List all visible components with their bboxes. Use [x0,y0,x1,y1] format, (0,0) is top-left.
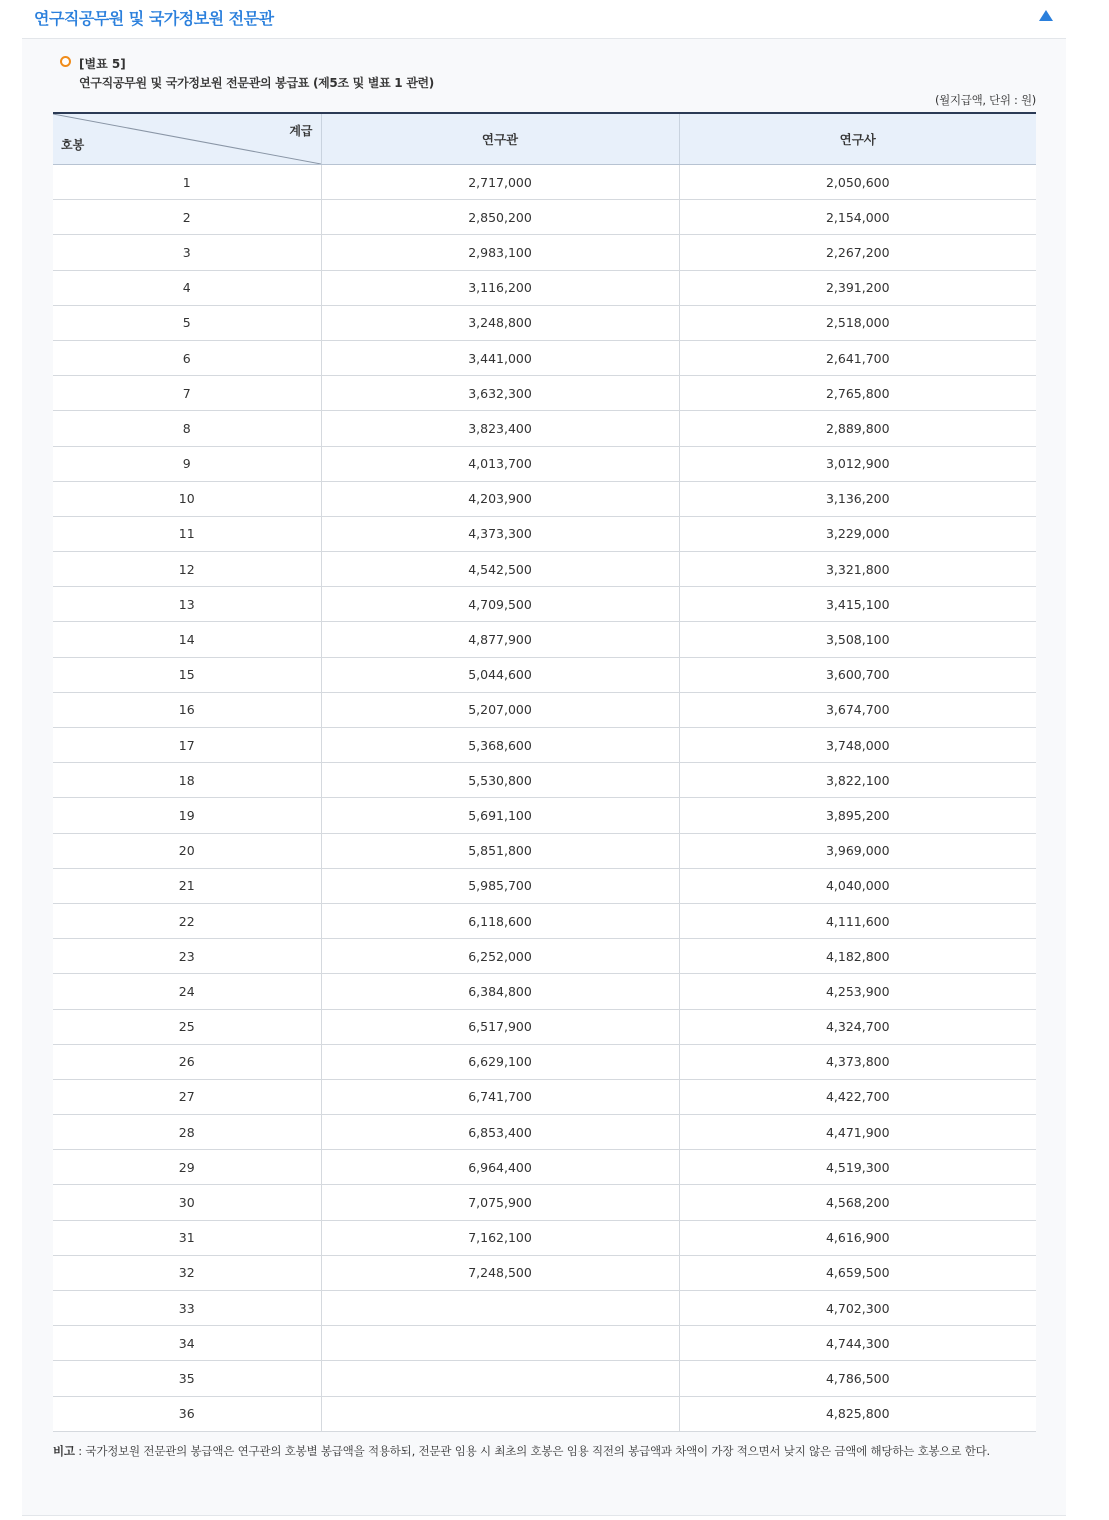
researcher-pay-cell: 2,889,800 [679,411,1036,446]
researcher-pay-cell: 2,765,800 [679,376,1036,411]
table-row [53,1185,1036,1220]
step-cell: 13 [53,587,321,622]
researcher-pay-cell: 4,111,600 [679,903,1036,938]
researcher-pay-cell: 3,508,100 [679,622,1036,657]
table-row [53,587,1036,622]
researcher-pay-cell: 3,969,000 [679,833,1036,868]
step-cell: 36 [53,1396,321,1431]
researcher-senior-pay-cell: 5,368,600 [321,728,679,763]
researcher-pay-cell: 3,748,000 [679,728,1036,763]
table-row [53,552,1036,587]
step-cell: 6 [53,340,321,375]
table-row [53,516,1036,551]
researcher-senior-pay-cell: 4,373,300 [321,516,679,551]
step-cell: 2 [53,200,321,235]
table-row [53,903,1036,938]
step-cell: 32 [53,1255,321,1290]
researcher-pay-cell: 4,182,800 [679,939,1036,974]
step-cell: 29 [53,1150,321,1185]
table-row [53,270,1036,305]
step-cell: 30 [53,1185,321,1220]
remark [53,1441,1038,1462]
researcher-senior-pay-cell: 2,983,100 [321,235,679,270]
researcher-senior-pay-cell: 3,823,400 [321,411,679,446]
researcher-senior-pay-cell: 5,691,100 [321,798,679,833]
researcher-pay-cell: 3,229,000 [679,516,1036,551]
researcher-pay-cell: 2,267,200 [679,235,1036,270]
researcher-senior-pay-cell: 6,741,700 [321,1079,679,1114]
step-cell: 17 [53,728,321,763]
step-cell: 14 [53,622,321,657]
researcher-pay-cell: 3,822,100 [679,763,1036,798]
diagonal-header-cell [53,113,321,165]
collapse-button[interactable] [1038,8,1054,24]
researcher-pay-cell: 4,471,900 [679,1115,1036,1150]
step-cell: 4 [53,270,321,305]
researcher-senior-pay-cell: 6,853,400 [321,1115,679,1150]
researcher-pay-cell: 4,744,300 [679,1326,1036,1361]
table-header-row [53,113,1036,165]
researcher-senior-pay-cell: 5,530,800 [321,763,679,798]
table-row [53,657,1036,692]
researcher-senior-pay-cell [321,1326,679,1361]
step-cell: 1 [53,165,321,200]
circle-bullet-icon [60,56,71,67]
table-row [53,1044,1036,1079]
researcher-pay-cell: 4,825,800 [679,1396,1036,1431]
table-row [53,481,1036,516]
table-row [53,165,1036,200]
researcher-senior-pay-cell: 6,629,100 [321,1044,679,1079]
researcher-senior-pay-cell: 7,248,500 [321,1255,679,1290]
section-header [22,0,1066,39]
table-row [53,1291,1036,1326]
researcher-pay-cell: 4,422,700 [679,1079,1036,1114]
header-researcher-senior: 연구관 [321,113,679,165]
step-cell: 12 [53,552,321,587]
researcher-pay-cell: 3,674,700 [679,692,1036,727]
table-row [53,1255,1036,1290]
table-row [53,446,1036,481]
table-caption: 연구직공무원 및 국가정보원 전문관의 봉급표 (제5조 및 별표 1 관련) [79,76,434,90]
step-cell: 16 [53,692,321,727]
researcher-pay-cell: 3,600,700 [679,657,1036,692]
table-row [53,200,1036,235]
step-cell: 27 [53,1079,321,1114]
table-row [53,728,1036,763]
researcher-senior-pay-cell: 3,441,000 [321,340,679,375]
researcher-pay-cell: 4,568,200 [679,1185,1036,1220]
table-row [53,305,1036,340]
researcher-pay-cell: 2,391,200 [679,270,1036,305]
header-grade: 계급 [289,124,313,138]
researcher-senior-pay-cell [321,1291,679,1326]
researcher-pay-cell: 4,040,000 [679,868,1036,903]
step-cell: 24 [53,974,321,1009]
step-cell: 11 [53,516,321,551]
researcher-senior-pay-cell: 6,118,600 [321,903,679,938]
researcher-senior-pay-cell: 4,709,500 [321,587,679,622]
researcher-senior-pay-cell: 3,116,200 [321,270,679,305]
step-cell: 5 [53,305,321,340]
table-row [53,798,1036,833]
researcher-senior-pay-cell: 5,044,600 [321,657,679,692]
step-cell: 25 [53,1009,321,1044]
step-cell: 26 [53,1044,321,1079]
triangle-up-icon [1038,8,1054,24]
unit-note: (월지급액, 단위 : 원) [934,93,1036,107]
researcher-pay-cell: 3,012,900 [679,446,1036,481]
header-researcher: 연구사 [679,113,1036,165]
step-cell: 3 [53,235,321,270]
researcher-senior-pay-cell: 5,207,000 [321,692,679,727]
researcher-pay-cell: 4,519,300 [679,1150,1036,1185]
step-cell: 9 [53,446,321,481]
table-body [53,165,1036,1432]
researcher-pay-cell: 2,050,600 [679,165,1036,200]
table-row [53,376,1036,411]
table-row [53,1326,1036,1361]
researcher-pay-cell: 3,321,800 [679,552,1036,587]
table-row [53,868,1036,903]
table-row [53,340,1036,375]
step-cell: 34 [53,1326,321,1361]
table-row [53,974,1036,1009]
step-cell: 15 [53,657,321,692]
remark-label: 비고 [53,1444,75,1458]
table-row [53,1150,1036,1185]
researcher-pay-cell: 4,786,500 [679,1361,1036,1396]
step-cell: 19 [53,798,321,833]
researcher-pay-cell: 3,415,100 [679,587,1036,622]
researcher-pay-cell: 2,641,700 [679,340,1036,375]
table-row [53,1079,1036,1114]
researcher-senior-pay-cell: 6,964,400 [321,1150,679,1185]
researcher-senior-pay-cell: 5,985,700 [321,868,679,903]
section-title: 연구직공무원 및 국가정보원 전문관 [34,9,274,28]
researcher-senior-pay-cell: 2,850,200 [321,200,679,235]
researcher-pay-cell: 4,253,900 [679,974,1036,1009]
researcher-pay-cell: 4,324,700 [679,1009,1036,1044]
researcher-senior-pay-cell: 3,248,800 [321,305,679,340]
researcher-pay-cell: 3,895,200 [679,798,1036,833]
table-label: [별표 5] [79,57,126,71]
researcher-pay-cell: 4,659,500 [679,1255,1036,1290]
researcher-senior-pay-cell: 4,542,500 [321,552,679,587]
remark-text: : 국가정보원 전문관의 봉급액은 연구관의 호봉별 봉급액을 적용하되, 전문관 임용 시 최초의 호봉은 임용 직전의 봉급액과 차액이 가장 적으면서 낮지 않은 금액에 해당하는 호봉으로 한다. [74,1444,990,1458]
researcher-senior-pay-cell [321,1396,679,1431]
table-row [53,1396,1036,1431]
researcher-senior-pay-cell: 4,203,900 [321,481,679,516]
researcher-senior-pay-cell: 4,877,900 [321,622,679,657]
researcher-senior-pay-cell: 7,162,100 [321,1220,679,1255]
researcher-senior-pay-cell: 4,013,700 [321,446,679,481]
table-row [53,1220,1036,1255]
step-cell: 33 [53,1291,321,1326]
researcher-senior-pay-cell: 6,517,900 [321,1009,679,1044]
step-cell: 20 [53,833,321,868]
researcher-pay-cell: 4,373,800 [679,1044,1036,1079]
researcher-senior-pay-cell: 6,252,000 [321,939,679,974]
content-panel [22,39,1066,1516]
researcher-senior-pay-cell: 5,851,800 [321,833,679,868]
researcher-senior-pay-cell: 7,075,900 [321,1185,679,1220]
researcher-senior-pay-cell: 3,632,300 [321,376,679,411]
table-row [53,1009,1036,1044]
step-cell: 18 [53,763,321,798]
researcher-senior-pay-cell: 6,384,800 [321,974,679,1009]
table-row [53,235,1036,270]
table-row [53,939,1036,974]
table-row [53,1361,1036,1396]
table-row [53,692,1036,727]
step-cell: 28 [53,1115,321,1150]
researcher-senior-pay-cell [321,1361,679,1396]
pay-table [53,112,1036,1432]
step-cell: 23 [53,939,321,974]
researcher-senior-pay-cell: 2,717,000 [321,165,679,200]
step-cell: 35 [53,1361,321,1396]
table-row [53,763,1036,798]
table-row [53,833,1036,868]
header-step: 호봉 [61,138,85,152]
step-cell: 31 [53,1220,321,1255]
step-cell: 7 [53,376,321,411]
researcher-pay-cell: 2,154,000 [679,200,1036,235]
table-row [53,411,1036,446]
table-row [53,622,1036,657]
step-cell: 10 [53,481,321,516]
step-cell: 8 [53,411,321,446]
step-cell: 21 [53,868,321,903]
researcher-pay-cell: 4,616,900 [679,1220,1036,1255]
researcher-pay-cell: 3,136,200 [679,481,1036,516]
table-row [53,1115,1036,1150]
researcher-pay-cell: 2,518,000 [679,305,1036,340]
diagonal-line [53,114,321,164]
step-cell: 22 [53,903,321,938]
researcher-pay-cell: 4,702,300 [679,1291,1036,1326]
